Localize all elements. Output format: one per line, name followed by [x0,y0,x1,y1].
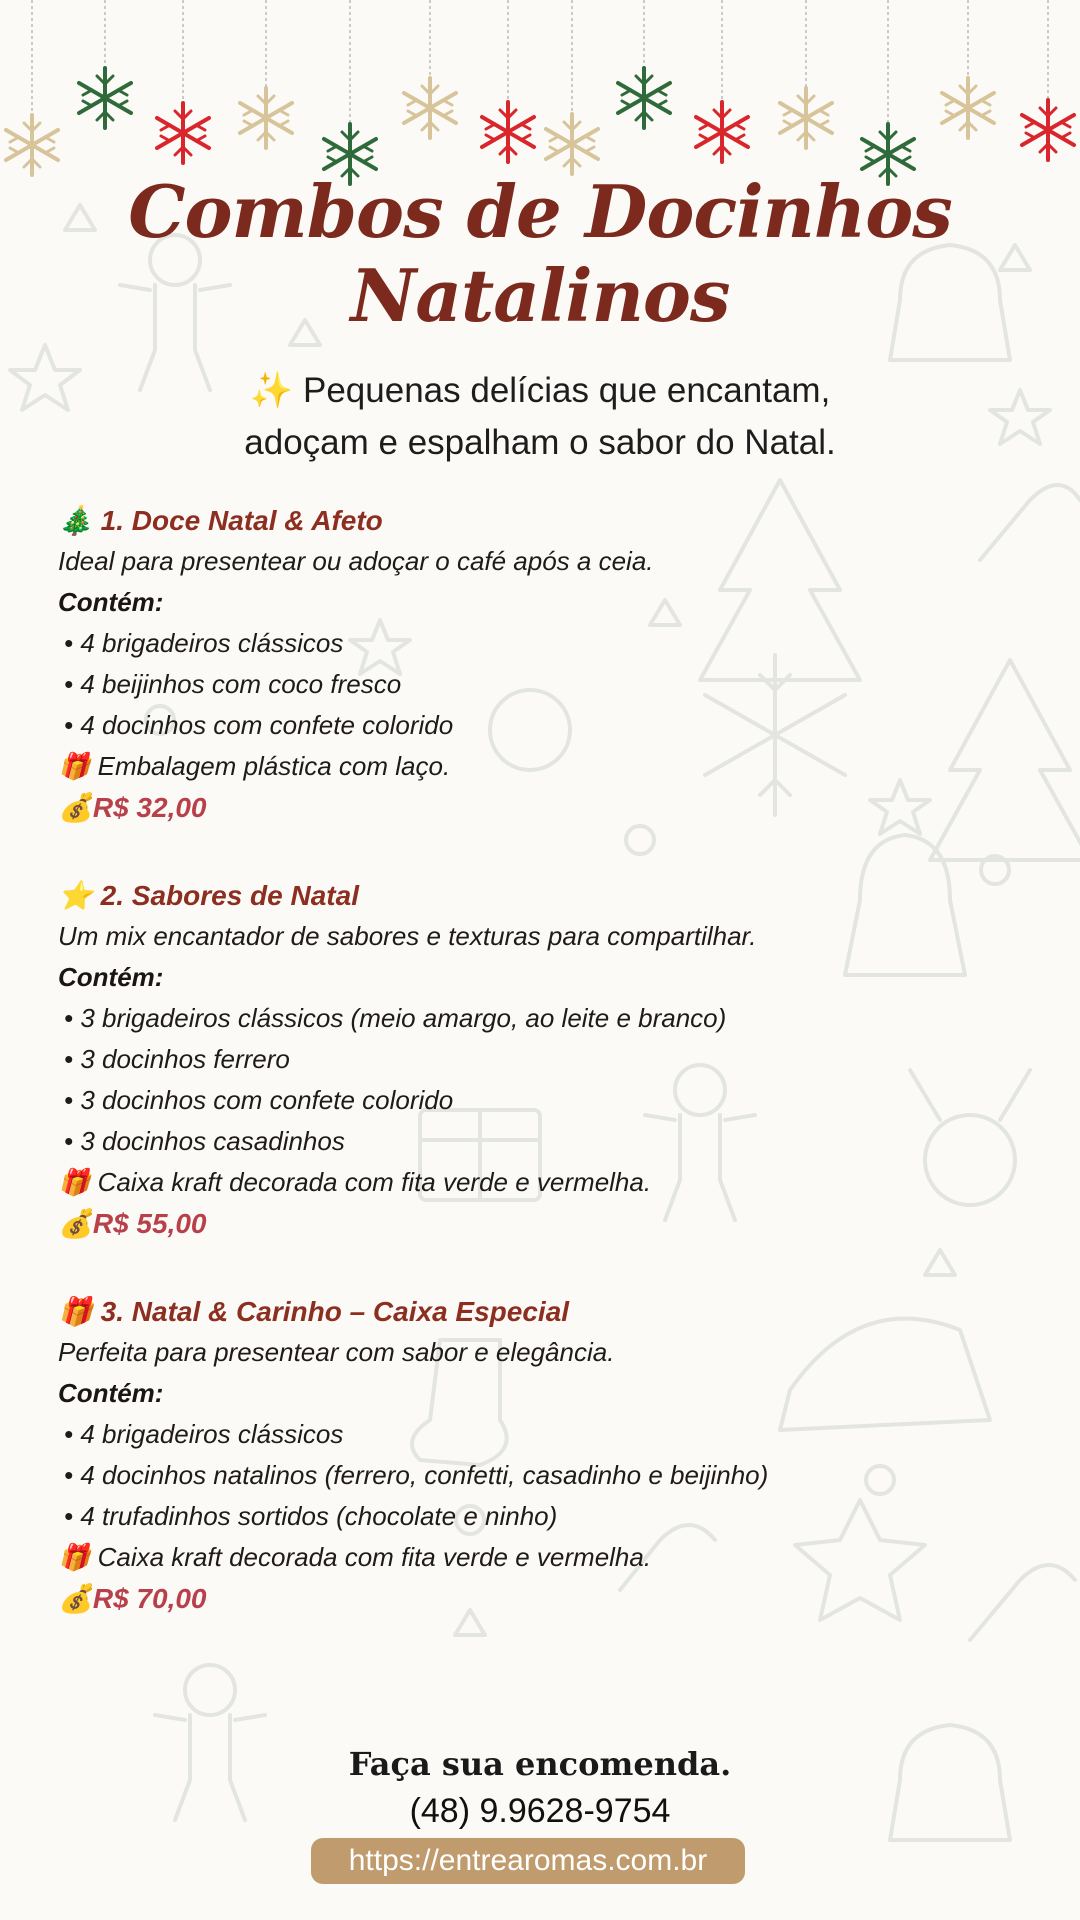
contains-label: Contém: [58,962,164,992]
subtitle-line-2: adoçam e espalham o sabor do Natal. [244,423,836,462]
contains-label: Contém: [58,1378,164,1408]
combo-item: • 4 brigadeiros clássicos [64,1419,344,1449]
combo-item: • 4 docinhos com confete colorido [64,710,454,740]
combo-price: 💰R$ 55,00 [58,1208,207,1239]
title-line-1: Combos de Docinhos [128,169,952,254]
order-call-to-action: Faça sua encomenda. [348,1745,732,1783]
combo-item: • 3 docinhos ferrero [64,1044,290,1074]
combo-title: 🎁 3. Natal & Carinho – Caixa Especial [58,1296,570,1327]
combo-packaging: 🎁 Caixa kraft decorada com fita verde e vermelha. [58,1167,652,1197]
combo-card [58,1291,1038,1619]
combo-item: • 4 trufadinhos sortidos (chocolate e ninho) [64,1501,558,1531]
title-line-2: Natalinos [350,253,730,338]
subtitle-line-1: ✨ Pequenas delícias que encantam, [249,371,831,410]
page-title [0,170,1080,338]
combo-item: • 3 brigadeiros clássicos (meio amargo, ao leite e branco) [64,1003,727,1033]
combo-description: Um mix encantador de sabores e texturas para compartilhar. [58,921,757,951]
combo-title: ⭐ 2. Sabores de Natal [58,880,359,911]
combo-packaging: 🎁 Embalagem plástica com laço. [58,751,451,781]
combo-price: 💰R$ 70,00 [58,1583,207,1614]
phone-number[interactable]: (48) 9.9628-9754 [409,1792,671,1830]
website-link[interactable]: https://entrearomas.com.br [311,1838,745,1884]
combo-item: • 4 brigadeiros clássicos [64,628,344,658]
combo-item: • 4 beijinhos com coco fresco [64,669,402,699]
combo-card [58,500,1038,828]
combo-price: 💰R$ 32,00 [58,792,207,823]
combo-packaging: 🎁 Caixa kraft decorada com fita verde e vermelha. [58,1542,652,1572]
combo-description: Ideal para presentear ou adoçar o café após a ceia. [58,546,654,576]
subtitle [0,365,1080,469]
contains-label: Contém: [58,587,164,617]
combo-card [58,875,1038,1244]
combo-description: Perfeita para presentear com sabor e elegância. [58,1337,615,1367]
combo-title: 🎄 1. Doce Natal & Afeto [58,505,383,536]
combo-item: • 3 docinhos casadinhos [64,1126,345,1156]
combo-item: • 4 docinhos natalinos (ferrero, confetti, casadinho e beijinho) [64,1460,769,1490]
combo-item: • 3 docinhos com confete colorido [64,1085,454,1115]
